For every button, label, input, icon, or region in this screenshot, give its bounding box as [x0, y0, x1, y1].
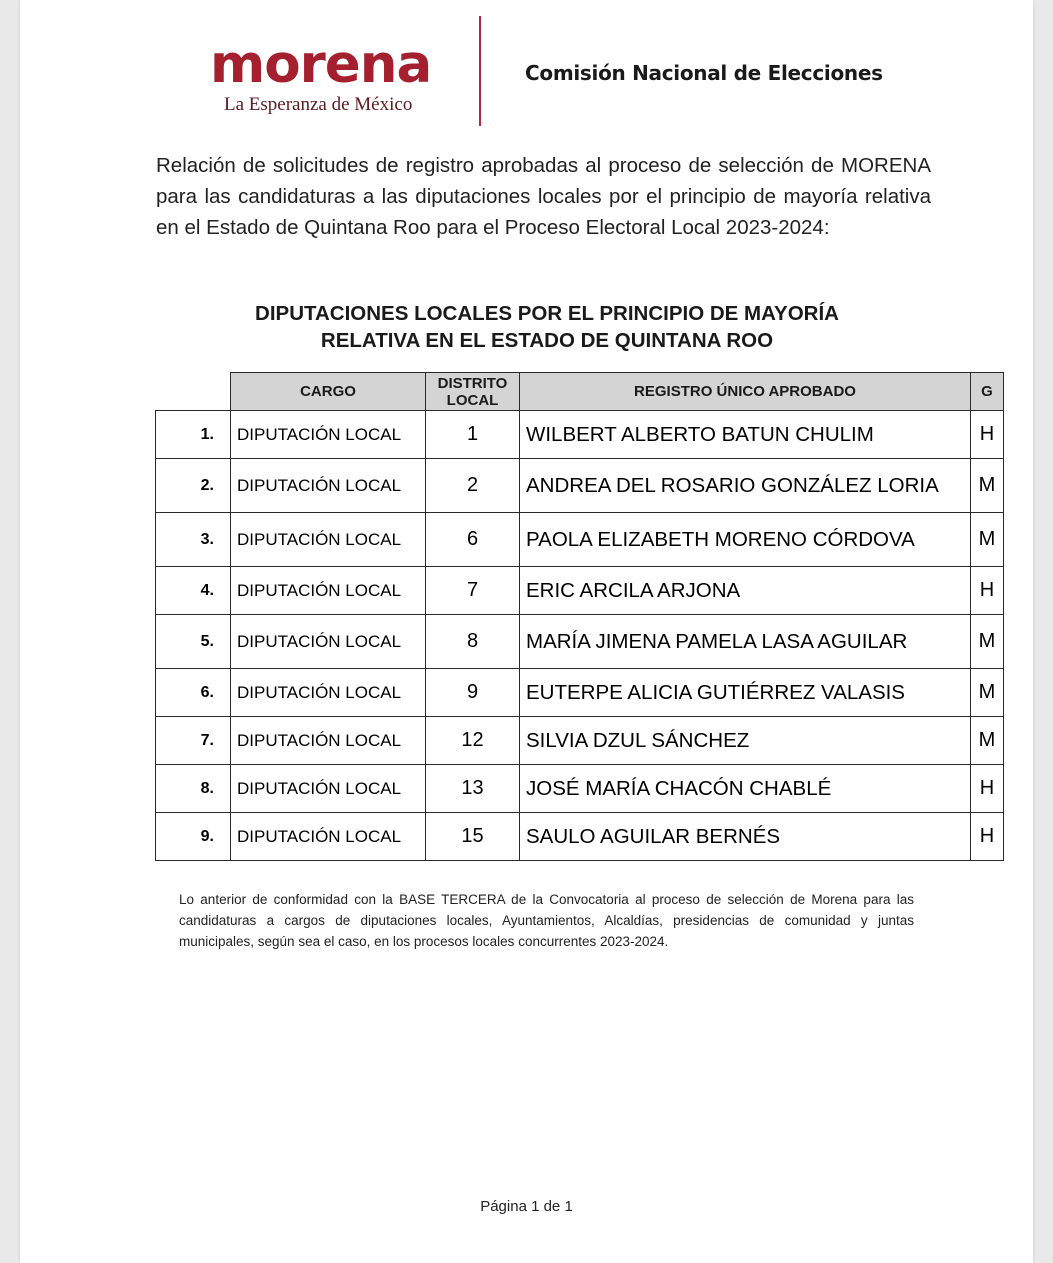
row-cargo: DIPUTACIÓN LOCAL — [231, 765, 426, 813]
row-genero: M — [971, 669, 1004, 717]
row-number: 9. — [156, 813, 231, 861]
table-row — [156, 459, 1004, 513]
row-genero: M — [971, 513, 1004, 567]
row-cargo: DIPUTACIÓN LOCAL — [231, 513, 426, 567]
row-number: 1. — [156, 411, 231, 459]
row-cargo: DIPUTACIÓN LOCAL — [231, 411, 426, 459]
section-title-line-1: DIPUTACIONES LOCALES POR EL PRINCIPIO DE MAYORÍA — [255, 302, 839, 325]
row-nombre: MARÍA JIMENA PAMELA LASA AGUILAR — [520, 615, 971, 669]
table-row — [156, 411, 1004, 459]
row-genero: H — [971, 567, 1004, 615]
logo-wordmark: morena — [210, 34, 432, 95]
row-cargo: DIPUTACIÓN LOCAL — [231, 615, 426, 669]
row-distrito: 2 — [426, 459, 520, 513]
header-cargo: CARGO — [231, 373, 426, 411]
row-distrito: 12 — [426, 717, 520, 765]
row-genero: H — [971, 765, 1004, 813]
row-genero: M — [971, 615, 1004, 669]
table-row — [156, 765, 1004, 813]
table-row — [156, 813, 1004, 861]
row-nombre: PAOLA ELIZABETH MORENO CÓRDOVA — [520, 513, 971, 567]
row-distrito: 6 — [426, 513, 520, 567]
row-nombre: SAULO AGUILAR BERNÉS — [520, 813, 971, 861]
row-nombre: WILBERT ALBERTO BATUN CHULIM — [520, 411, 971, 459]
table-row — [156, 717, 1004, 765]
row-number: 5. — [156, 615, 231, 669]
row-number: 4. — [156, 567, 231, 615]
row-genero: H — [971, 813, 1004, 861]
table-row — [156, 615, 1004, 669]
page-number: Página 1 de 1 — [480, 1198, 573, 1215]
row-genero: H — [971, 411, 1004, 459]
morena-logo — [210, 34, 432, 115]
row-nombre: SILVIA DZUL SÁNCHEZ — [520, 717, 971, 765]
row-number: 8. — [156, 765, 231, 813]
header-blank-cell — [156, 373, 231, 411]
header-distrito-line-1: DISTRITO — [437, 374, 508, 392]
section-title-line-2: RELATIVA EN EL ESTADO DE QUINTANA ROO — [320, 329, 774, 352]
intro-paragraph: Relación de solicitudes de registro aprobadas al proceso de selección de MORENA para las candidaturas a las diputaciones locales por el principio de mayoría relativa en el Estado de Quintana Roo para el Proceso Electoral Local 2023-2024: — [156, 154, 931, 239]
header-distrito-line-2: LOCAL — [446, 391, 499, 409]
row-distrito: 1 — [426, 411, 520, 459]
row-genero: M — [971, 717, 1004, 765]
row-nombre: EUTERPE ALICIA GUTIÉRREZ VALASIS — [520, 669, 971, 717]
row-number: 3. — [156, 513, 231, 567]
section-title — [156, 300, 938, 354]
row-nombre: ANDREA DEL ROSARIO GONZÁLEZ LORIA — [520, 459, 971, 513]
row-number: 7. — [156, 717, 231, 765]
row-cargo: DIPUTACIÓN LOCAL — [231, 813, 426, 861]
row-distrito: 13 — [426, 765, 520, 813]
commission-name: Comisión Nacional de Elecciones — [525, 61, 883, 85]
row-cargo: DIPUTACIÓN LOCAL — [231, 567, 426, 615]
logo-tagline: La Esperanza de México — [224, 94, 413, 115]
row-genero: M — [971, 459, 1004, 513]
row-cargo: DIPUTACIÓN LOCAL — [231, 717, 426, 765]
row-distrito: 8 — [426, 615, 520, 669]
document-page — [20, 0, 1033, 1263]
row-number: 6. — [156, 669, 231, 717]
table-row — [156, 669, 1004, 717]
table-row — [156, 567, 1004, 615]
header-registro: REGISTRO ÚNICO APROBADO — [520, 373, 971, 411]
header-divider — [479, 16, 481, 126]
legal-note: Lo anterior de conformidad con la BASE TERCERA de la Convocatoria al proceso de selección de Morena para las candidaturas a cargos de diputaciones locales, Ayuntamientos, Alcaldías, presidencias de comunidad y juntas municipales, según sea el caso, en los procesos locales concurrentes 2023-2024. — [179, 892, 914, 949]
candidates-table — [155, 372, 1004, 861]
header-distrito — [426, 373, 520, 411]
header-genero: G — [971, 373, 1004, 411]
row-nombre: JOSÉ MARÍA CHACÓN CHABLÉ — [520, 765, 971, 813]
row-distrito: 15 — [426, 813, 520, 861]
table-row — [156, 513, 1004, 567]
row-distrito: 9 — [426, 669, 520, 717]
table-body — [156, 411, 1004, 861]
table-header-row — [156, 373, 1004, 411]
row-cargo: DIPUTACIÓN LOCAL — [231, 459, 426, 513]
row-nombre: ERIC ARCILA ARJONA — [520, 567, 971, 615]
row-number: 2. — [156, 459, 231, 513]
row-cargo: DIPUTACIÓN LOCAL — [231, 669, 426, 717]
row-distrito: 7 — [426, 567, 520, 615]
